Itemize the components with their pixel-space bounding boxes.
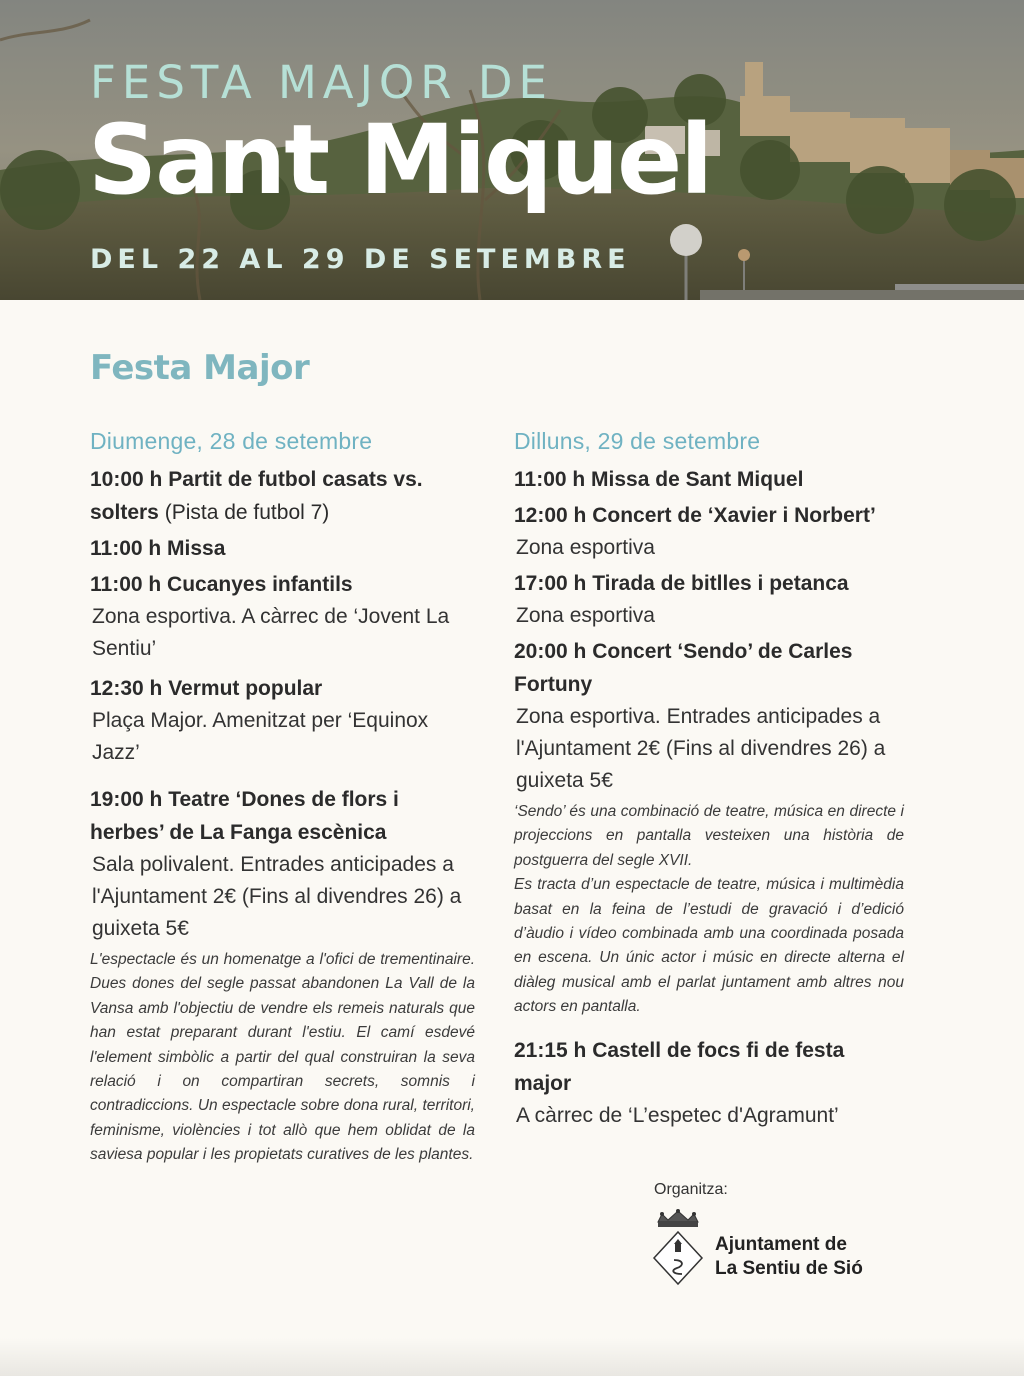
bottom-fade (0, 1338, 1024, 1376)
event-title: 12:30 h Vermut popular (90, 677, 323, 700)
event-title: 17:00 h Tirada de bitlles i petanca (514, 572, 849, 595)
event-description: L'espectacle és un homenatge a l'ofici de trementinaire. Dues dones del segle passat abandonen La Vall de la Vansa amb l'objectiu de vendre els remeis naturals que han estat preparant durant l'estiu. El camí esdevé l'element simbòlic a partir del qual construiran la seva relació i on compartiran secrets, somnis i contradiccions. Un espectacle sobre dona rural, territori, feminisme, violències i tot allò que hem oblidat de la saviesa popular i les propietats curatives de les plantes. (90, 951, 475, 1164)
organizer-name-line2: La Sentiu de Sió (715, 1258, 863, 1279)
header-title: Sant Miquel (88, 104, 712, 216)
monday-column (514, 428, 904, 1132)
event-description: ‘Sendo’ és una combinació de teatre, música en directe i projeccions en pantalla vesteixen una història de postguerra del segle XVII. (514, 803, 904, 869)
event-title: 20:00 h Concert ‘Sendo’ de Carles Fortuny (514, 640, 853, 696)
event-title: 11:00 h Missa de Sant Miquel (514, 468, 804, 491)
event-title: 19:00 h Teatre ‘Dones de flors i herbes’ de La Fanga escènica (90, 788, 399, 844)
section-title: Festa Major (90, 348, 310, 388)
event-title: 11:00 h Missa (90, 537, 226, 560)
event-detail: Zona esportiva. Entrades anticipades a l'Ajuntament 2€ (Fins al divendres 26) a guixeta 5€ (516, 705, 886, 792)
event-title: 21:15 h Castell de focs fi de festa major (514, 1038, 845, 1095)
event-detail: A càrrec de ‘L’espetec d'Agramunt’ (516, 1103, 839, 1127)
organizer-label: Organitza: (654, 1181, 728, 1198)
organizer-name (715, 1233, 863, 1281)
event-detail: Plaça Major. Amenitzat per ‘Equinox Jazz’ (92, 709, 429, 764)
sunday-column (90, 428, 475, 1168)
event-detail: Zona esportiva. A càrrec de ‘Jovent La Sentiu’ (92, 605, 450, 660)
event-title: 12:00 h Concert de ‘Xavier i Norbert’ (514, 504, 876, 527)
event-detail: Zona esportiva (516, 604, 655, 627)
header-kicker: FESTA MAJOR DE (90, 56, 553, 109)
event-title: 11:00 h Cucanyes infantils (90, 573, 353, 596)
event-detail: Zona esportiva (516, 536, 655, 559)
event-title (90, 463, 475, 529)
event-description: Es tracta d’un espectacle de teatre, música i multimèdia basat en la feina de l’estudi de gravació i d’edició d’àudio i vídeo combinada amb una coordinada posada en escena. Un únic actor i músic en directe alterna el diàleg musical amb el parlat juntament amb altres nou actors en pantalla. (514, 876, 904, 1016)
event-location: (Pista de futbol 7) (158, 501, 330, 524)
header-banner (0, 0, 1024, 300)
organizer-name-line1: Ajuntament de (715, 1234, 847, 1255)
event-title-text: 10:00 h Partit de futbol casats vs. solters (90, 468, 423, 524)
monday-day-heading: Dilluns, 29 de setembre (514, 428, 761, 454)
sunday-day-heading: Diumenge, 28 de setembre (90, 428, 373, 454)
event-detail: Sala polivalent. Entrades anticipades a l'Ajuntament 2€ (Fins al divendres 26) a guixeta 5€ (92, 853, 462, 940)
coat-of-arms-logo (650, 1208, 706, 1286)
header-dates: DEL 22 AL 29 DE SETEMBRE (90, 244, 631, 275)
